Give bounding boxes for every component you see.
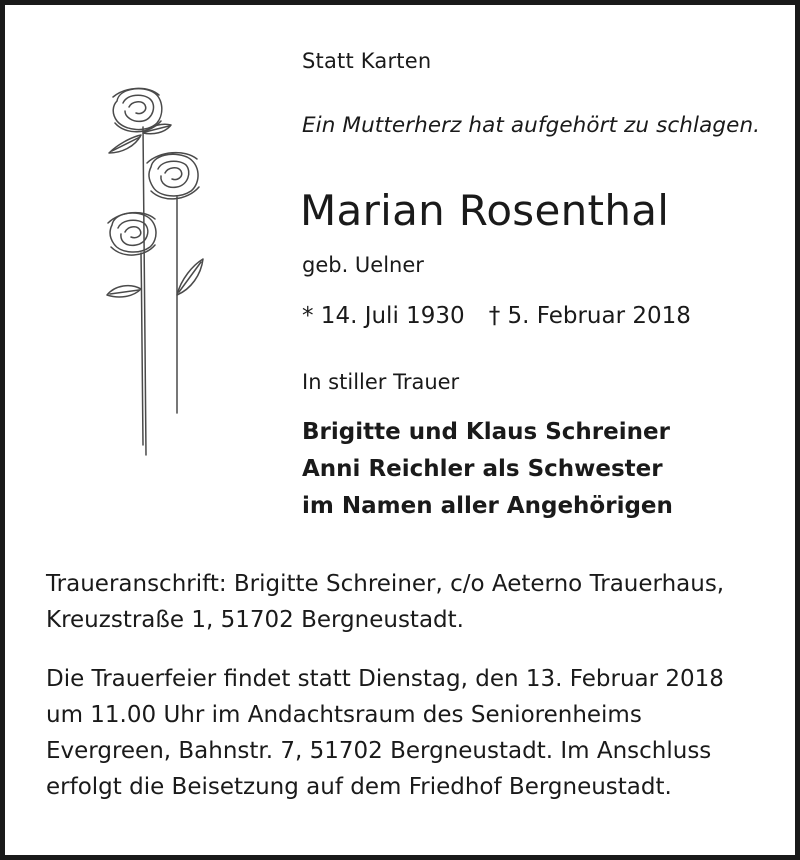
ceremony-line: erfolgt die Beisetzung auf dem Friedhof Bergneustadt. bbox=[46, 774, 672, 800]
ceremony-details bbox=[46, 661, 724, 805]
header-note: Statt Karten bbox=[302, 49, 432, 73]
mourners-list bbox=[302, 414, 673, 525]
birth-date: * 14. Juli 1930 bbox=[302, 303, 465, 329]
mourning-address bbox=[46, 566, 724, 638]
death-date: † 5. Februar 2018 bbox=[488, 303, 691, 329]
ceremony-line: um 11.00 Uhr im Andachtsraum des Seniorenheims bbox=[46, 702, 642, 728]
ceremony-line: Die Trauerfeier findet statt Dienstag, den 13. Februar 2018 bbox=[46, 666, 724, 692]
maiden-name: geb. Uelner bbox=[302, 253, 424, 277]
deceased-name: Marian Rosenthal bbox=[300, 186, 670, 235]
mourner-line: Anni Reichler als Schwester bbox=[302, 456, 663, 482]
mourner-line: Brigitte und Klaus Schreiner bbox=[302, 419, 670, 445]
address-line: Kreuzstraße 1, 51702 Bergneustadt. bbox=[46, 607, 464, 633]
mourning-phrase: In stiller Trauer bbox=[302, 370, 460, 394]
ceremony-line: Evergreen, Bahnstr. 7, 51702 Bergneustadt. Im Anschluss bbox=[46, 738, 712, 764]
quote: Ein Mutterherz hat aufgehört zu schlagen. bbox=[302, 113, 761, 138]
roses-illustration-icon bbox=[95, 85, 215, 460]
address-line: Traueranschrift: Brigitte Schreiner, c/o Aeterno Trauerhaus, bbox=[46, 571, 725, 597]
mourner-line: im Namen aller Angehörigen bbox=[302, 493, 673, 519]
life-dates bbox=[302, 303, 691, 329]
